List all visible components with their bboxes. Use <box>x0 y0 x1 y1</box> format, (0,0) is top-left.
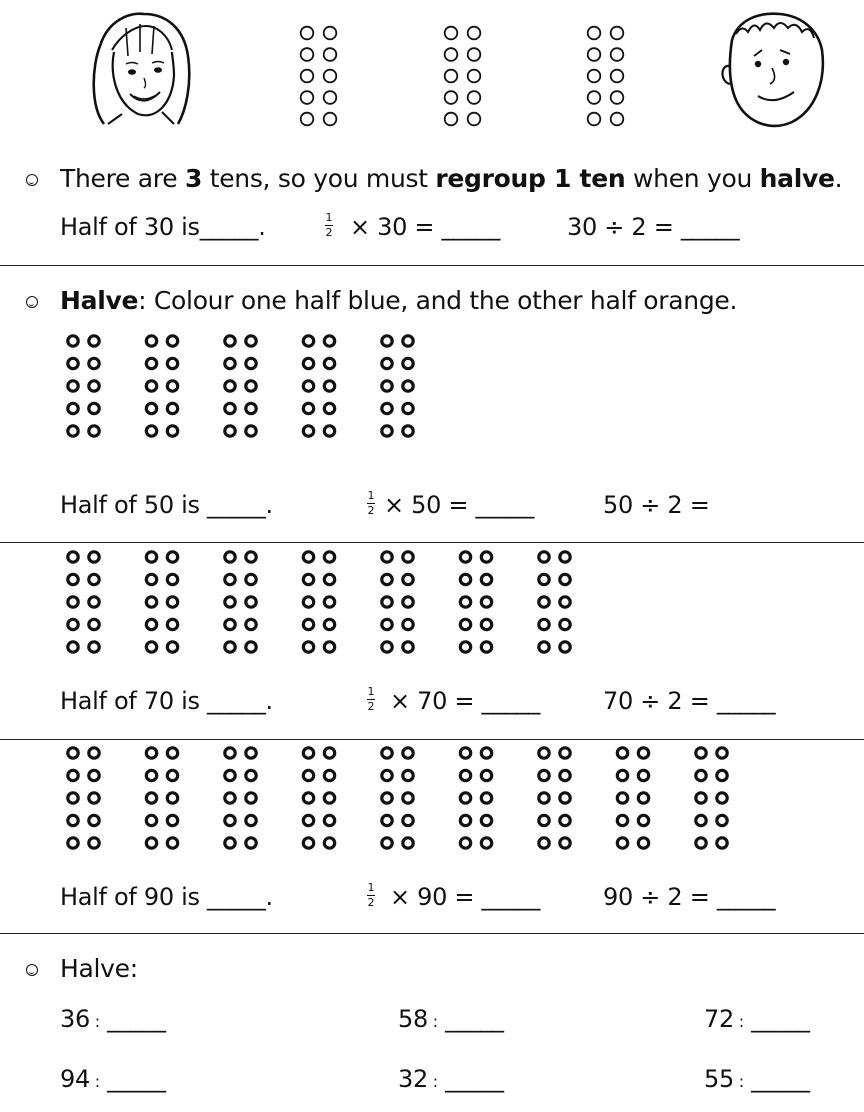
counter-ring[interactable] <box>68 748 78 758</box>
counter-ring[interactable] <box>382 426 392 436</box>
counter-ring[interactable] <box>560 574 570 584</box>
counter-ring[interactable] <box>539 552 549 562</box>
counter-ring[interactable] <box>68 336 78 346</box>
ten-group <box>382 748 413 848</box>
counter-ring[interactable] <box>301 113 314 126</box>
counter-ring[interactable] <box>89 381 99 391</box>
counter-ring[interactable] <box>146 793 156 803</box>
counter-ring[interactable] <box>246 597 256 607</box>
halve-item-72: 72 : _____ <box>704 1005 810 1033</box>
ten-group <box>382 336 413 436</box>
counter-ring[interactable] <box>89 336 99 346</box>
counter-ring[interactable] <box>89 748 99 758</box>
half-of-90-text: Half of 90 is _____. <box>60 883 273 911</box>
counter-ring[interactable] <box>225 426 235 436</box>
counter-ring[interactable] <box>146 381 156 391</box>
top-ten-group <box>588 27 624 126</box>
counter-ring[interactable] <box>460 838 470 848</box>
counter-ring[interactable] <box>324 619 334 629</box>
counter-ring[interactable] <box>638 793 648 803</box>
counter-ring[interactable] <box>324 838 334 848</box>
ten-group <box>146 748 177 848</box>
times-70-expression: × 70 = _____ <box>390 687 541 715</box>
counter-ring[interactable] <box>460 552 470 562</box>
counter-ring[interactable] <box>68 597 78 607</box>
smiley-bullet-icon <box>26 174 38 186</box>
section3-title: Halve: <box>60 954 138 983</box>
counter-ring[interactable] <box>403 748 413 758</box>
counter-ring[interactable] <box>324 597 334 607</box>
counter-ring[interactable] <box>89 619 99 629</box>
counter-ring[interactable] <box>324 403 334 413</box>
counter-ring[interactable] <box>246 815 256 825</box>
counter-ring[interactable] <box>560 552 570 562</box>
counter-ring[interactable] <box>167 793 177 803</box>
counter-ring[interactable] <box>225 642 235 652</box>
counter-ring[interactable] <box>617 815 627 825</box>
counter-ring[interactable] <box>403 815 413 825</box>
counter-ring[interactable] <box>382 403 392 413</box>
counter-ring[interactable] <box>324 748 334 758</box>
counter-ring[interactable] <box>717 748 727 758</box>
counter-ring[interactable] <box>382 336 392 346</box>
counter-ring[interactable] <box>167 336 177 346</box>
counter-ring[interactable] <box>468 91 481 104</box>
counter-ring[interactable] <box>468 70 481 83</box>
counter-ring[interactable] <box>225 793 235 803</box>
counter-ring[interactable] <box>445 113 458 126</box>
counter-ring[interactable] <box>717 770 727 780</box>
counter-ring[interactable] <box>225 336 235 346</box>
counter-ring[interactable] <box>539 619 549 629</box>
counter-ring[interactable] <box>324 381 334 391</box>
counter-ring[interactable] <box>638 838 648 848</box>
counter-ring[interactable] <box>403 619 413 629</box>
counter-ring[interactable] <box>539 597 549 607</box>
counter-ring[interactable] <box>481 574 491 584</box>
counter-ring[interactable] <box>560 642 570 652</box>
counter-ring[interactable] <box>146 597 156 607</box>
counter-ring[interactable] <box>403 552 413 562</box>
counter-ring[interactable] <box>460 597 470 607</box>
counter-ring[interactable] <box>303 838 313 848</box>
counter-ring[interactable] <box>68 793 78 803</box>
counter-ring[interactable] <box>481 748 491 758</box>
ten-group <box>696 748 727 848</box>
counter-ring[interactable] <box>301 27 314 40</box>
counter-ring[interactable] <box>68 381 78 391</box>
counter-ring[interactable] <box>225 770 235 780</box>
counter-ring[interactable] <box>460 642 470 652</box>
counter-ring[interactable] <box>324 336 334 346</box>
counter-ring[interactable] <box>717 815 727 825</box>
counter-ring[interactable] <box>481 815 491 825</box>
counter-ring[interactable] <box>560 597 570 607</box>
counter-ring[interactable] <box>303 336 313 346</box>
counter-ring[interactable] <box>324 815 334 825</box>
counter-ring[interactable] <box>403 358 413 368</box>
counter-ring[interactable] <box>460 748 470 758</box>
counter-ring[interactable] <box>611 48 624 61</box>
counter-ring[interactable] <box>382 358 392 368</box>
counter-ring[interactable] <box>403 793 413 803</box>
counter-ring[interactable] <box>468 48 481 61</box>
counter-ring[interactable] <box>225 381 235 391</box>
counter-ring[interactable] <box>468 113 481 126</box>
counter-ring[interactable] <box>146 815 156 825</box>
counter-ring[interactable] <box>403 403 413 413</box>
divide-70-expression: 70 ÷ 2 = _____ <box>603 687 776 715</box>
halve-item-36: 36 : _____ <box>60 1005 166 1033</box>
halve-item-55: 55 : _____ <box>704 1065 810 1093</box>
counter-ring[interactable] <box>303 552 313 562</box>
counter-ring[interactable] <box>167 552 177 562</box>
counter-ring[interactable] <box>167 574 177 584</box>
counter-ring[interactable] <box>225 619 235 629</box>
halve-item-94: 94 : _____ <box>60 1065 166 1093</box>
counter-ring[interactable] <box>403 838 413 848</box>
counter-ring[interactable] <box>146 642 156 652</box>
counter-ring[interactable] <box>382 815 392 825</box>
counter-ring[interactable] <box>225 748 235 758</box>
ten-group <box>460 748 491 848</box>
counter-ring[interactable] <box>324 70 337 83</box>
counter-ring[interactable] <box>588 113 601 126</box>
counter-ring[interactable] <box>638 770 648 780</box>
times-30-expression: × 30 = _____ <box>350 213 501 241</box>
counter-ring[interactable] <box>588 48 601 61</box>
counter-ring[interactable] <box>460 793 470 803</box>
counter-ring[interactable] <box>481 793 491 803</box>
section-divider <box>0 542 864 543</box>
counter-ring[interactable] <box>303 403 313 413</box>
counter-ring[interactable] <box>246 619 256 629</box>
counter-ring[interactable] <box>560 815 570 825</box>
ten-group <box>146 552 177 652</box>
counter-ring[interactable] <box>481 552 491 562</box>
divide-50-expression: 50 ÷ 2 = <box>603 491 710 519</box>
smiley-bullet-icon <box>26 964 38 976</box>
counter-ring[interactable] <box>68 574 78 584</box>
divide-30-expression: 30 ÷ 2 = _____ <box>567 213 740 241</box>
counter-ring[interactable] <box>246 336 256 346</box>
counter-ring[interactable] <box>382 748 392 758</box>
section1-instruction: There are 3 tens, so you must regroup 1 ten when you halve. <box>60 164 843 193</box>
counter-ring[interactable] <box>225 574 235 584</box>
counter-ring[interactable] <box>89 358 99 368</box>
counter-ring[interactable] <box>225 838 235 848</box>
counter-ring[interactable] <box>167 642 177 652</box>
half-of-70-text: Half of 70 is _____. <box>60 687 273 715</box>
counter-ring[interactable] <box>382 552 392 562</box>
counter-ring[interactable] <box>539 770 549 780</box>
counter-ring[interactable] <box>89 642 99 652</box>
counter-ring[interactable] <box>246 358 256 368</box>
counter-ring[interactable] <box>717 793 727 803</box>
counter-ring[interactable] <box>638 815 648 825</box>
counter-ring[interactable] <box>324 574 334 584</box>
counter-ring[interactable] <box>539 838 549 848</box>
counter-ring[interactable] <box>146 552 156 562</box>
counter-ring[interactable] <box>89 403 99 413</box>
counter-ring[interactable] <box>445 27 458 40</box>
counter-ring[interactable] <box>225 552 235 562</box>
counter-ring[interactable] <box>167 358 177 368</box>
one-half-fraction: 1 2 <box>325 211 333 239</box>
counter-grid-70 <box>0 544 864 664</box>
counter-ring[interactable] <box>89 426 99 436</box>
counter-ring[interactable] <box>403 426 413 436</box>
ten-group <box>225 336 256 436</box>
counter-ring[interactable] <box>68 838 78 848</box>
half-of-50-text: Half of 50 is _____. <box>60 491 273 519</box>
counter-ring[interactable] <box>588 70 601 83</box>
counter-ring[interactable] <box>481 642 491 652</box>
counter-ring[interactable] <box>167 426 177 436</box>
counter-ring[interactable] <box>167 838 177 848</box>
counter-ring[interactable] <box>146 838 156 848</box>
counter-ring[interactable] <box>617 793 627 803</box>
counter-ring[interactable] <box>89 597 99 607</box>
ten-group <box>303 552 334 652</box>
counter-ring[interactable] <box>481 770 491 780</box>
counter-ring[interactable] <box>382 597 392 607</box>
boy-face-illustration <box>718 10 830 134</box>
counter-ring[interactable] <box>460 815 470 825</box>
ten-group <box>539 748 570 848</box>
counter-ring[interactable] <box>481 597 491 607</box>
counter-ring[interactable] <box>167 403 177 413</box>
counter-ring[interactable] <box>246 574 256 584</box>
halve-item-58: 58 : _____ <box>398 1005 504 1033</box>
counter-ring[interactable] <box>696 748 706 758</box>
section2-instruction: Halve: Colour one half blue, and the other half orange. <box>60 286 738 315</box>
counter-ring[interactable] <box>303 748 313 758</box>
counter-ring[interactable] <box>696 793 706 803</box>
ten-group <box>68 748 99 848</box>
counter-ring[interactable] <box>246 770 256 780</box>
counter-ring[interactable] <box>89 770 99 780</box>
counter-ring[interactable] <box>324 113 337 126</box>
counter-ring[interactable] <box>146 619 156 629</box>
counter-ring[interactable] <box>167 619 177 629</box>
counter-ring[interactable] <box>246 403 256 413</box>
counter-ring[interactable] <box>588 91 601 104</box>
counter-ring[interactable] <box>167 770 177 780</box>
times-50-expression: × 50 = _____ <box>384 491 535 519</box>
counter-ring[interactable] <box>403 574 413 584</box>
counter-ring[interactable] <box>167 597 177 607</box>
counter-ring[interactable] <box>560 770 570 780</box>
counter-ring[interactable] <box>303 426 313 436</box>
top-ten-group <box>445 27 481 126</box>
counter-ring[interactable] <box>324 552 334 562</box>
counter-ring[interactable] <box>382 574 392 584</box>
times-90-expression: × 90 = _____ <box>390 883 541 911</box>
counter-ring[interactable] <box>539 574 549 584</box>
ten-group <box>68 552 99 652</box>
counter-ring[interactable] <box>89 815 99 825</box>
counter-ring[interactable] <box>539 793 549 803</box>
one-half-fraction: 1 2 <box>367 881 375 909</box>
counter-ring[interactable] <box>303 381 313 391</box>
counter-ring[interactable] <box>89 838 99 848</box>
ten-group <box>303 336 334 436</box>
counter-ring[interactable] <box>638 748 648 758</box>
counter-ring[interactable] <box>611 113 624 126</box>
counter-ring[interactable] <box>324 770 334 780</box>
ten-group <box>146 336 177 436</box>
divide-90-expression: 90 ÷ 2 = _____ <box>603 883 776 911</box>
counter-ring[interactable] <box>382 838 392 848</box>
counter-ring[interactable] <box>68 426 78 436</box>
counter-ring[interactable] <box>146 574 156 584</box>
counter-ring[interactable] <box>445 70 458 83</box>
counter-ring[interactable] <box>403 336 413 346</box>
counter-ring[interactable] <box>68 358 78 368</box>
counter-ring[interactable] <box>460 619 470 629</box>
halve-item-32: 32 : _____ <box>398 1065 504 1093</box>
counter-ring[interactable] <box>460 770 470 780</box>
counter-ring[interactable] <box>167 815 177 825</box>
counter-ring[interactable] <box>225 403 235 413</box>
counter-ring[interactable] <box>146 426 156 436</box>
counter-ring[interactable] <box>445 48 458 61</box>
counter-ring[interactable] <box>539 642 549 652</box>
counter-ring[interactable] <box>68 770 78 780</box>
counter-ring[interactable] <box>167 748 177 758</box>
counter-ring[interactable] <box>303 574 313 584</box>
counter-ring[interactable] <box>617 838 627 848</box>
ten-group <box>68 336 99 436</box>
counter-ring[interactable] <box>324 642 334 652</box>
counter-ring[interactable] <box>89 793 99 803</box>
counter-ring[interactable] <box>303 642 313 652</box>
counter-ring[interactable] <box>460 574 470 584</box>
counter-ring[interactable] <box>68 552 78 562</box>
counter-ring[interactable] <box>324 426 334 436</box>
counter-ring[interactable] <box>301 91 314 104</box>
counter-grid-50 <box>0 328 864 448</box>
counter-ring[interactable] <box>481 838 491 848</box>
counter-ring[interactable] <box>246 748 256 758</box>
counter-ring[interactable] <box>539 748 549 758</box>
counter-ring[interactable] <box>89 552 99 562</box>
counter-ring[interactable] <box>403 381 413 391</box>
counter-ring[interactable] <box>225 597 235 607</box>
counter-ring[interactable] <box>303 770 313 780</box>
counter-ring[interactable] <box>611 91 624 104</box>
counter-ring[interactable] <box>324 793 334 803</box>
counter-ring[interactable] <box>560 619 570 629</box>
counter-ring[interactable] <box>403 597 413 607</box>
counter-ring[interactable] <box>246 381 256 391</box>
counter-grid-90 <box>0 740 864 860</box>
counter-ring[interactable] <box>717 838 727 848</box>
counter-ring[interactable] <box>146 336 156 346</box>
section-divider <box>0 933 864 934</box>
counter-ring[interactable] <box>382 619 392 629</box>
counter-ring[interactable] <box>611 70 624 83</box>
counter-ring[interactable] <box>696 770 706 780</box>
counter-ring[interactable] <box>246 793 256 803</box>
counter-ring[interactable] <box>146 748 156 758</box>
counter-ring[interactable] <box>382 381 392 391</box>
ten-group <box>225 748 256 848</box>
ten-group <box>303 748 334 848</box>
section-divider <box>0 265 864 266</box>
counter-ring[interactable] <box>167 381 177 391</box>
counter-ring[interactable] <box>68 619 78 629</box>
ten-group <box>225 552 256 652</box>
counter-ring[interactable] <box>696 838 706 848</box>
counter-ring[interactable] <box>146 403 156 413</box>
counter-ring[interactable] <box>303 619 313 629</box>
counter-ring[interactable] <box>382 770 392 780</box>
one-half-fraction: 1 2 <box>367 685 375 713</box>
counter-ring[interactable] <box>324 48 337 61</box>
counter-ring[interactable] <box>560 748 570 758</box>
counter-ring[interactable] <box>246 642 256 652</box>
counter-ring[interactable] <box>560 838 570 848</box>
ten-group <box>539 552 570 652</box>
counter-ring[interactable] <box>303 358 313 368</box>
counter-ring[interactable] <box>303 815 313 825</box>
counter-ring[interactable] <box>89 574 99 584</box>
counter-ring[interactable] <box>146 770 156 780</box>
counter-ring[interactable] <box>246 426 256 436</box>
counter-ring[interactable] <box>324 91 337 104</box>
ten-group <box>382 552 413 652</box>
half-of-30-text: Half of 30 is_____. <box>60 213 266 241</box>
counter-ring[interactable] <box>303 793 313 803</box>
counter-ring[interactable] <box>303 597 313 607</box>
counter-ring[interactable] <box>68 815 78 825</box>
counter-ring[interactable] <box>403 642 413 652</box>
counter-ring[interactable] <box>588 27 601 40</box>
counter-ring[interactable] <box>225 815 235 825</box>
counter-ring[interactable] <box>382 793 392 803</box>
smiley-bullet-icon <box>26 296 38 308</box>
counter-ring[interactable] <box>468 27 481 40</box>
counter-ring[interactable] <box>246 838 256 848</box>
counter-ring[interactable] <box>696 815 706 825</box>
counter-ring[interactable] <box>617 748 627 758</box>
counter-ring[interactable] <box>403 770 413 780</box>
counter-ring[interactable] <box>68 403 78 413</box>
counter-ring[interactable] <box>324 27 337 40</box>
counter-ring[interactable] <box>382 642 392 652</box>
ten-group <box>460 552 491 652</box>
top-ten-group <box>301 27 337 126</box>
counter-ring[interactable] <box>246 552 256 562</box>
counter-ring[interactable] <box>617 770 627 780</box>
counter-ring[interactable] <box>611 27 624 40</box>
counter-ring[interactable] <box>225 358 235 368</box>
ten-group <box>617 748 648 848</box>
counter-ring[interactable] <box>324 358 334 368</box>
counter-ring[interactable] <box>146 358 156 368</box>
counter-ring[interactable] <box>481 619 491 629</box>
counter-ring[interactable] <box>301 70 314 83</box>
counter-ring[interactable] <box>539 815 549 825</box>
counter-ring[interactable] <box>560 793 570 803</box>
counter-ring[interactable] <box>445 91 458 104</box>
counter-ring[interactable] <box>301 48 314 61</box>
one-half-fraction: 1 2 <box>367 489 375 517</box>
counter-ring[interactable] <box>68 642 78 652</box>
